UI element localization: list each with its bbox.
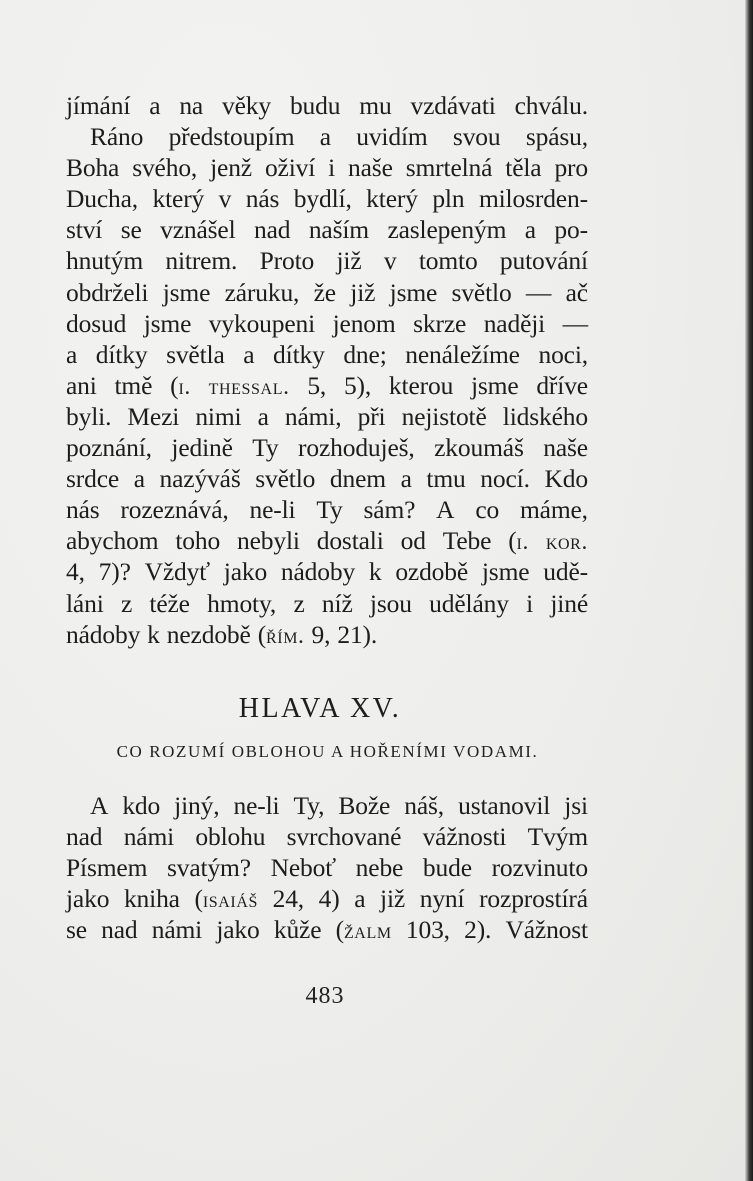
word: naše <box>348 153 393 183</box>
word: (isaiáš <box>194 884 258 914</box>
word: 103, <box>405 915 450 945</box>
word: ač <box>565 277 588 307</box>
word: (i. <box>508 526 529 556</box>
word: nejistotě <box>401 401 487 431</box>
word: dostali <box>316 526 384 556</box>
word: jako <box>66 884 110 914</box>
word: vzdávati <box>410 91 496 120</box>
word: nenáležíme <box>405 339 520 369</box>
word: nocí. <box>480 464 530 494</box>
word: oživí <box>264 153 316 183</box>
word: 24, <box>272 884 305 914</box>
word: Vždyť <box>144 557 210 587</box>
word: předstoupím <box>168 122 295 152</box>
word: kdo <box>122 791 161 820</box>
word: kůže <box>273 915 322 945</box>
word: jiné <box>550 588 588 618</box>
word: nebyli <box>236 526 300 556</box>
text-line <box>66 852 588 883</box>
word: nazýváš <box>159 464 241 494</box>
word: jímání <box>66 91 131 120</box>
word: Ráno <box>90 122 144 152</box>
word: zkoumáš <box>434 433 524 463</box>
text-line <box>66 790 588 821</box>
page-edge-shadow <box>745 0 753 1181</box>
word: již <box>350 277 376 307</box>
word: nimi <box>195 401 242 431</box>
chapter-subtitle: CO ROZUMÍ OBLOHOU A HOŘENÍMI VODAMI. <box>116 742 539 761</box>
text-line <box>66 121 588 152</box>
word: srdce <box>66 464 120 494</box>
text-line <box>66 914 588 945</box>
word: jsi <box>564 791 588 820</box>
word: námi <box>123 822 175 852</box>
word: Tvým <box>527 822 588 852</box>
word: nitrem. <box>165 246 238 276</box>
word: 21). <box>337 619 378 649</box>
word: jako <box>223 557 268 587</box>
word: (i. <box>170 370 191 400</box>
word: ství <box>66 215 103 245</box>
word: již <box>380 884 406 914</box>
paragraph-2 <box>66 790 588 945</box>
word: (řím. <box>257 619 305 649</box>
text-line <box>66 370 588 401</box>
text-line <box>66 883 588 914</box>
word: svatým? <box>166 853 251 883</box>
word: milosrden- <box>478 184 588 214</box>
word: a <box>243 339 255 369</box>
word: 9, <box>311 619 331 649</box>
word: námi, <box>284 401 342 431</box>
paragraph-1 <box>66 90 588 650</box>
word: Bože <box>338 791 391 820</box>
word: zaslepeným <box>387 215 507 245</box>
word: 7)? <box>98 557 131 587</box>
word: a <box>257 401 269 431</box>
chapter-title: HLAVA XV. <box>238 693 402 724</box>
word: thessal. <box>208 373 290 400</box>
word: a <box>524 215 536 245</box>
word: rozprostírá <box>479 884 588 914</box>
word: 2). <box>464 915 492 945</box>
word: dítky <box>273 339 325 369</box>
word: uvidím <box>356 122 428 152</box>
word: Neboť <box>270 853 336 883</box>
word: nad <box>66 822 103 852</box>
word: Písmem <box>66 853 148 883</box>
word: máme, <box>519 495 588 525</box>
word: Ty <box>252 433 279 463</box>
word: udělány <box>429 588 509 618</box>
word: nad <box>253 215 291 245</box>
word: od <box>400 526 426 556</box>
word: udě- <box>543 557 588 587</box>
word: jiný, <box>174 791 220 820</box>
word: jsme <box>481 557 530 587</box>
word: tmě <box>114 370 153 400</box>
word: spásu, <box>525 122 588 152</box>
word: smrtelná <box>405 153 493 183</box>
word: vážnosti <box>422 822 507 852</box>
word: ne-li <box>249 495 296 525</box>
word: náš, <box>404 791 445 820</box>
word: 5, <box>307 370 327 400</box>
word: 4) <box>318 884 340 914</box>
word: tomto <box>418 246 478 276</box>
word: co <box>475 495 500 525</box>
text-line <box>66 463 588 494</box>
word: níž <box>321 588 353 618</box>
word: rozhoduješ, <box>298 433 415 463</box>
word: svou <box>452 122 501 152</box>
word: hmoty, <box>207 588 277 618</box>
word: pln <box>432 184 465 214</box>
word: hnutým <box>66 246 144 276</box>
word: dnem <box>329 464 386 494</box>
word: obdrželi <box>66 277 149 307</box>
word: budu <box>289 91 341 120</box>
word: a <box>133 464 145 494</box>
word: kor. <box>545 529 588 556</box>
word: oblohu <box>195 822 266 852</box>
word: jako <box>216 915 260 945</box>
word: vykoupeni <box>208 308 316 338</box>
word: svého, <box>132 153 198 183</box>
word: nezdobě <box>166 619 251 649</box>
word: se <box>66 915 87 945</box>
text-line <box>66 588 588 619</box>
word: naše <box>543 433 588 463</box>
word: na <box>179 91 204 120</box>
word: k <box>368 557 382 587</box>
word: noci, <box>538 339 588 369</box>
word: Boha <box>66 153 120 183</box>
word: při <box>357 401 386 431</box>
word: Tebe <box>442 526 492 556</box>
word: svrchované <box>286 822 402 852</box>
page-number: 483 <box>305 983 345 1009</box>
text-line <box>66 619 588 650</box>
word: vznášel <box>160 215 236 245</box>
word: poznání, <box>66 433 152 463</box>
word: v <box>218 184 232 214</box>
text-line <box>66 401 588 432</box>
word: naším <box>308 215 369 245</box>
word: ustanovil <box>458 791 551 820</box>
text-line <box>66 494 588 525</box>
word: kterou <box>388 370 454 400</box>
word: chválu. <box>514 91 588 120</box>
word: z <box>293 588 305 618</box>
text-line <box>66 245 588 276</box>
word: naději <box>483 308 546 338</box>
word: nyní <box>419 884 465 914</box>
word: — <box>562 308 588 338</box>
text-line <box>66 525 588 556</box>
word: jsou <box>369 588 412 618</box>
word: nad <box>101 915 138 945</box>
word: dítky <box>95 339 148 369</box>
word: Ty <box>316 495 343 525</box>
text-line <box>66 432 588 463</box>
word: (žalm <box>335 915 392 945</box>
word: již <box>336 246 362 276</box>
word: toho <box>175 526 221 556</box>
word: tmu <box>426 464 466 494</box>
word: nebe <box>355 853 404 883</box>
text-line <box>66 214 588 245</box>
word: Mezi <box>127 401 180 431</box>
word: k <box>147 619 160 649</box>
word: nádoby <box>66 619 141 649</box>
word: a <box>66 339 78 369</box>
text-line <box>66 556 588 587</box>
word: světlo <box>255 464 316 494</box>
word: 4, <box>66 557 85 587</box>
text-line <box>66 339 588 370</box>
word: světlo <box>451 277 512 307</box>
word: dne; <box>343 339 387 369</box>
word: dosud <box>66 308 127 338</box>
text-line <box>66 821 588 852</box>
word: bydlí, <box>293 184 352 214</box>
word: kniha <box>123 884 180 914</box>
word: A <box>90 791 109 820</box>
word: skrze <box>413 308 467 338</box>
word: nás <box>245 184 280 214</box>
word: A <box>436 495 455 525</box>
word: v <box>383 246 397 276</box>
word: i <box>328 153 336 183</box>
text-line <box>66 152 588 183</box>
word: jsme <box>470 370 519 400</box>
word: záruku, <box>224 277 300 307</box>
word: abychom <box>66 526 159 556</box>
text-line <box>66 183 588 214</box>
word: Kdo <box>544 464 588 494</box>
word: námi <box>151 915 203 945</box>
word: sám? <box>363 495 416 525</box>
word: nás <box>66 495 100 525</box>
word: Vážnost <box>505 915 588 945</box>
word: jsme <box>162 277 211 307</box>
text-line <box>66 308 588 339</box>
word: Proto <box>259 246 315 276</box>
word: rozeznává, <box>120 495 229 525</box>
word: který <box>152 184 205 214</box>
word: Ty, <box>293 791 325 820</box>
word: byli. <box>66 401 112 431</box>
word: Ducha, <box>66 184 139 214</box>
word: ozdobě <box>395 557 469 587</box>
text-line <box>66 90 588 121</box>
word: jsme <box>143 308 192 338</box>
word: bude <box>422 853 472 883</box>
word: láni <box>66 588 104 618</box>
word: věky <box>222 91 271 120</box>
word: pro <box>554 153 588 183</box>
word: nádoby <box>280 557 356 587</box>
word: a <box>319 122 331 152</box>
word: rozvinuto <box>491 853 588 883</box>
word: světla <box>166 339 225 369</box>
word: mu <box>359 91 392 120</box>
word: lidského <box>502 401 588 431</box>
word: který <box>366 184 418 214</box>
word: dříve <box>536 370 588 400</box>
word: a <box>400 464 412 494</box>
word: jedině <box>171 433 233 463</box>
text-line <box>66 277 588 308</box>
word: jsme <box>389 277 438 307</box>
word: 5), <box>343 370 372 400</box>
word: po- <box>554 215 588 245</box>
word: téže <box>149 588 190 618</box>
word: a <box>149 91 161 120</box>
word: ani <box>66 370 97 400</box>
word: se <box>120 215 142 245</box>
word: těla <box>505 153 542 183</box>
word: a <box>354 884 366 914</box>
word: putování <box>499 246 588 276</box>
word: — <box>525 277 552 307</box>
word: jenž <box>210 153 252 183</box>
word: ne-li <box>233 791 280 820</box>
word: že <box>313 277 336 307</box>
word: jenom <box>332 308 396 338</box>
word: i <box>526 588 534 618</box>
word: z <box>120 588 133 618</box>
